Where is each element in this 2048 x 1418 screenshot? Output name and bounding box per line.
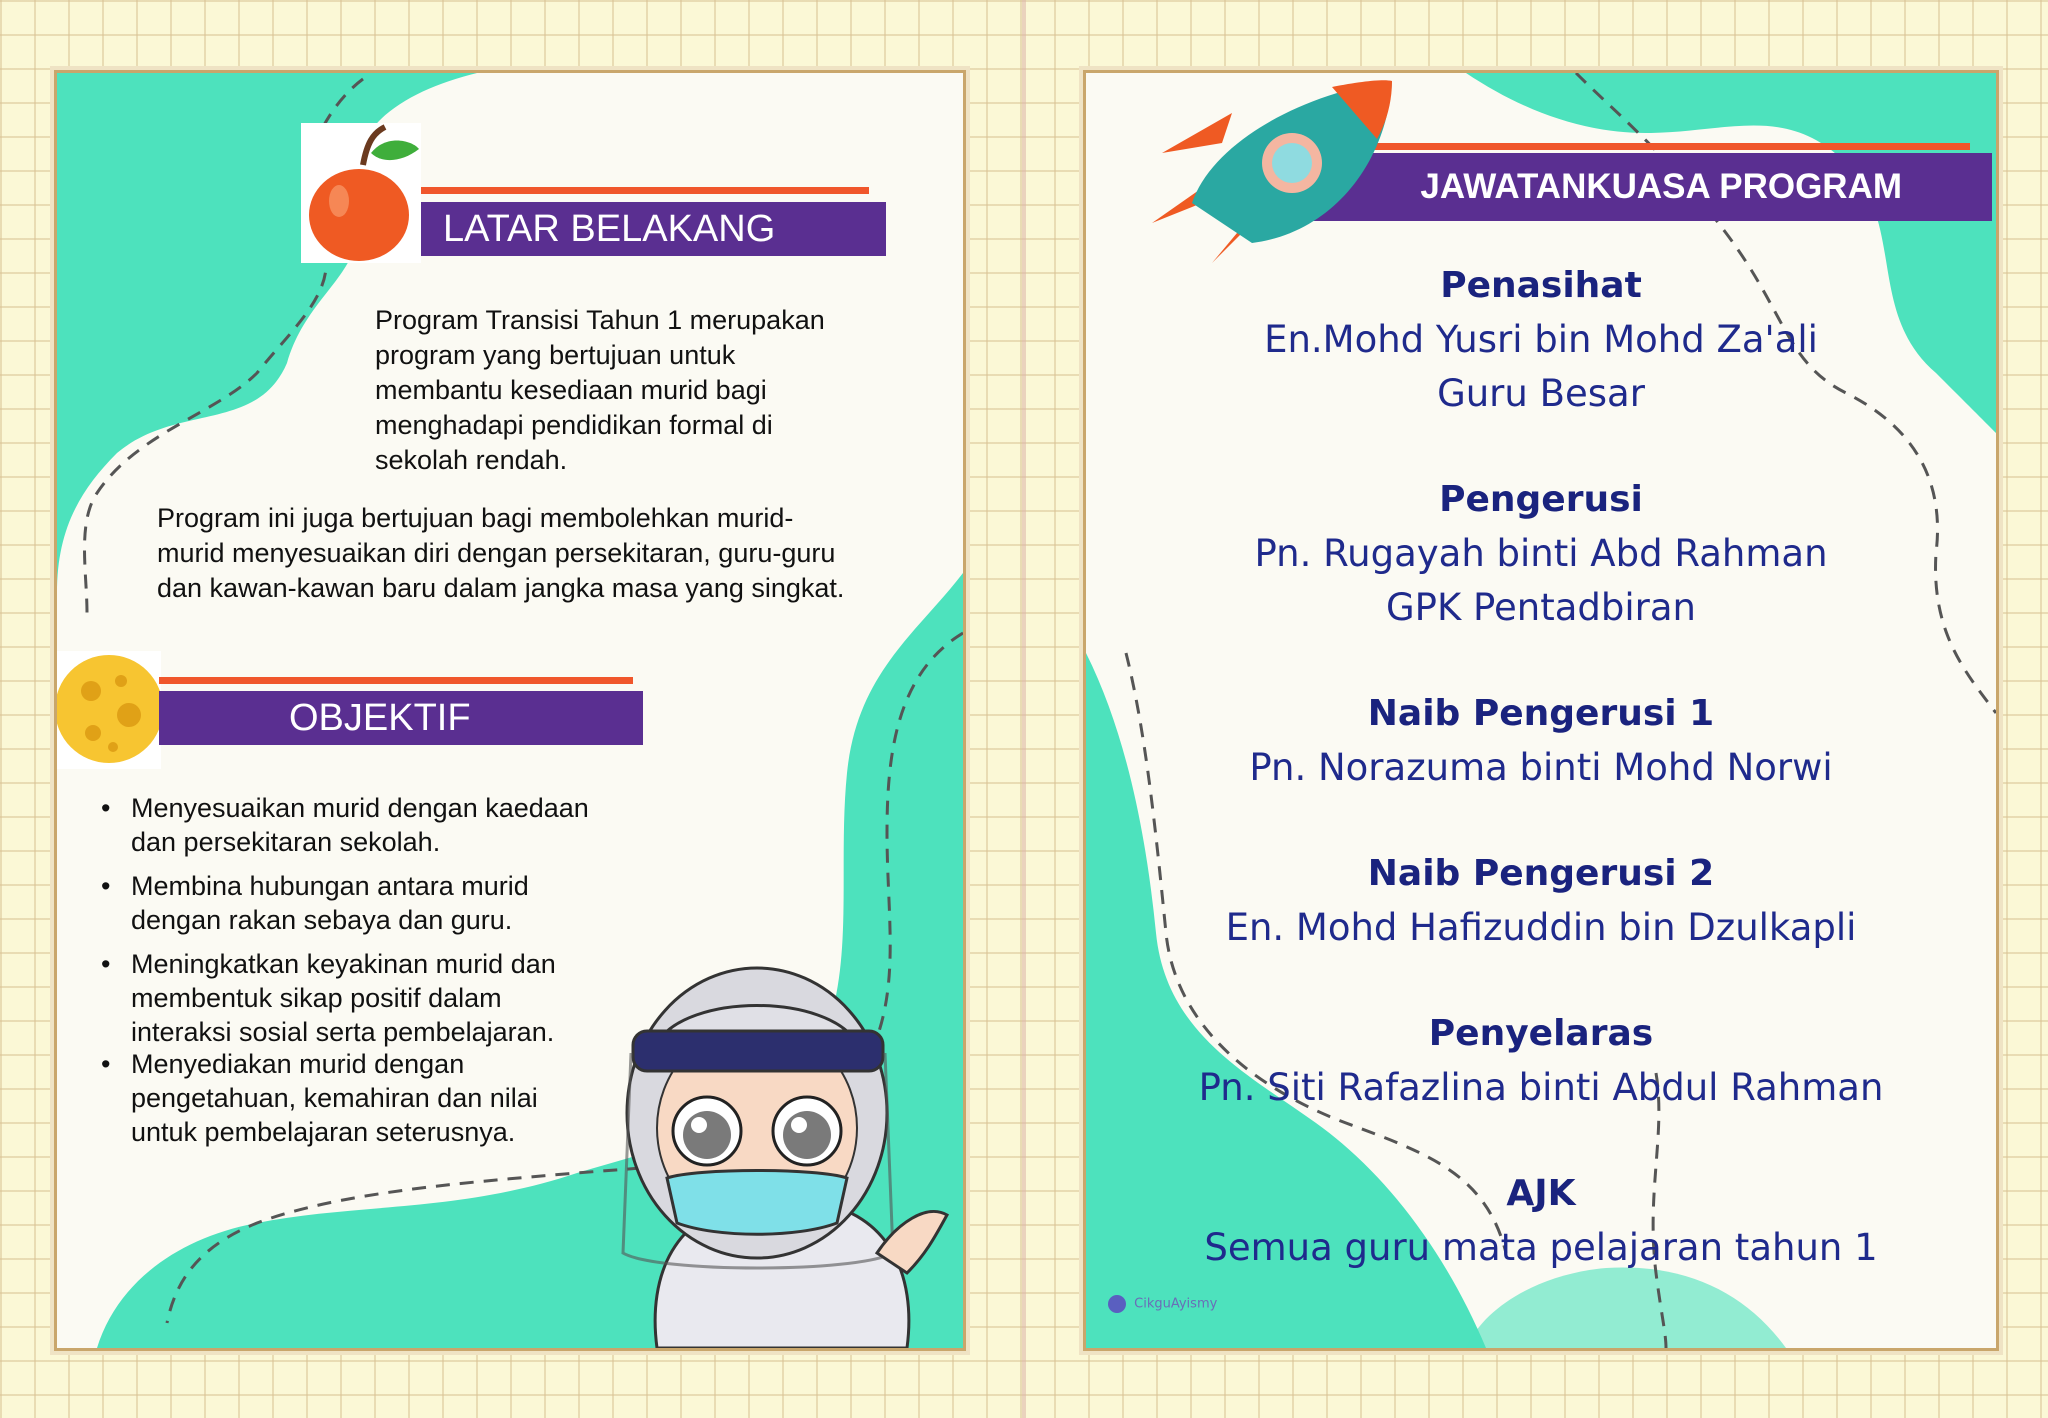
logo-text: CikguAyismy <box>1134 1296 1218 1312</box>
text-line: dan persekitaran sekolah. <box>131 827 441 857</box>
background-section-header <box>421 187 886 257</box>
committee-entry <box>1086 1167 1996 1275</box>
member-line: Pn. Norazuma binti Mohd Norwi <box>1249 746 1833 789</box>
role-title: AJK <box>1506 1173 1576 1214</box>
left-page <box>54 70 966 1351</box>
member-line: Semua guru mata pelajaran tahun 1 <box>1204 1226 1878 1269</box>
text-line: dan kawan-kawan baru dalam jangka masa yang singkat. <box>157 573 845 603</box>
creator-logo <box>1108 1295 1217 1313</box>
background-paragraph-2 <box>157 501 937 606</box>
background-title: LATAR BELAKANG <box>421 202 886 256</box>
text-line: membentuk sikap positif dalam <box>131 983 502 1013</box>
role-title: Penyelaras <box>1428 1013 1654 1054</box>
member-line: En.Mohd Yusri bin Mohd Za'ali <box>1264 318 1818 361</box>
objective-section-header <box>159 677 643 747</box>
committee-entry <box>1086 259 1996 421</box>
role-title: Pengerusi <box>1439 479 1643 520</box>
moon-icon <box>54 651 161 769</box>
text-line: • Menyediakan murid dengan <box>131 1049 465 1079</box>
committee-entry <box>1086 473 1996 635</box>
background-paragraph-1 <box>375 303 915 478</box>
role-title: Naib Pengerusi 1 <box>1367 693 1715 734</box>
rocket-icon <box>1122 73 1412 263</box>
text-line: Program ini juga bertujuan bagi membolehkan murid- <box>157 503 794 533</box>
text-line: interaksi sosial serta pembelajaran. <box>131 1017 555 1047</box>
text-line: program yang bertujuan untuk <box>375 340 736 370</box>
committee-list <box>1086 259 1996 1275</box>
committee-entry <box>1086 687 1996 795</box>
text-line: • Menyesuaikan murid dengan kaedaan <box>131 793 589 823</box>
text-line: membantu kesediaan murid bagi <box>375 375 767 405</box>
right-page <box>1083 70 1999 1351</box>
text-line: menghadapi pendidikan formal di <box>375 410 773 440</box>
text-line: • Membina hubungan antara murid <box>131 871 529 901</box>
role-title: Naib Pengerusi 2 <box>1367 853 1715 894</box>
list-item <box>131 791 691 859</box>
text-line: Program Transisi Tahun 1 merupakan <box>375 305 825 335</box>
committee-entry <box>1086 847 1996 955</box>
member-line: GPK Pentadbiran <box>1386 586 1696 629</box>
text-line: untuk pembelajaran seterusnya. <box>131 1117 516 1147</box>
text-line: sekolah rendah. <box>375 445 568 475</box>
member-line: Pn. Siti Rafazlina binti Abdul Rahman <box>1198 1066 1884 1109</box>
apple-icon <box>301 123 421 263</box>
committee-entry <box>1086 1007 1996 1115</box>
committee-title: JAWATANKUASA PROGRAM <box>1280 153 1992 221</box>
objective-title: OBJEKTIF <box>159 691 643 745</box>
logo-icon <box>1108 1295 1126 1313</box>
role-title: Penasihat <box>1440 265 1642 306</box>
book-fold <box>1022 0 1026 1418</box>
text-line: dengan rakan sebaya dan guru. <box>131 905 513 935</box>
member-line: Pn. Rugayah binti Abd Rahman <box>1254 532 1828 575</box>
text-line: pengetahuan, kemahiran dan nilai <box>131 1083 538 1113</box>
member-line: En. Mohd Hafizuddin bin Dzulkapli <box>1225 906 1857 949</box>
text-line: • Meningkatkan keyakinan murid dan <box>131 949 556 979</box>
girl-face-shield-illustration <box>597 953 963 1348</box>
list-item <box>131 869 691 937</box>
member-line: Guru Besar <box>1437 372 1645 415</box>
text-line: murid menyesuaikan diri dengan persekitaran, guru-guru <box>157 538 836 568</box>
